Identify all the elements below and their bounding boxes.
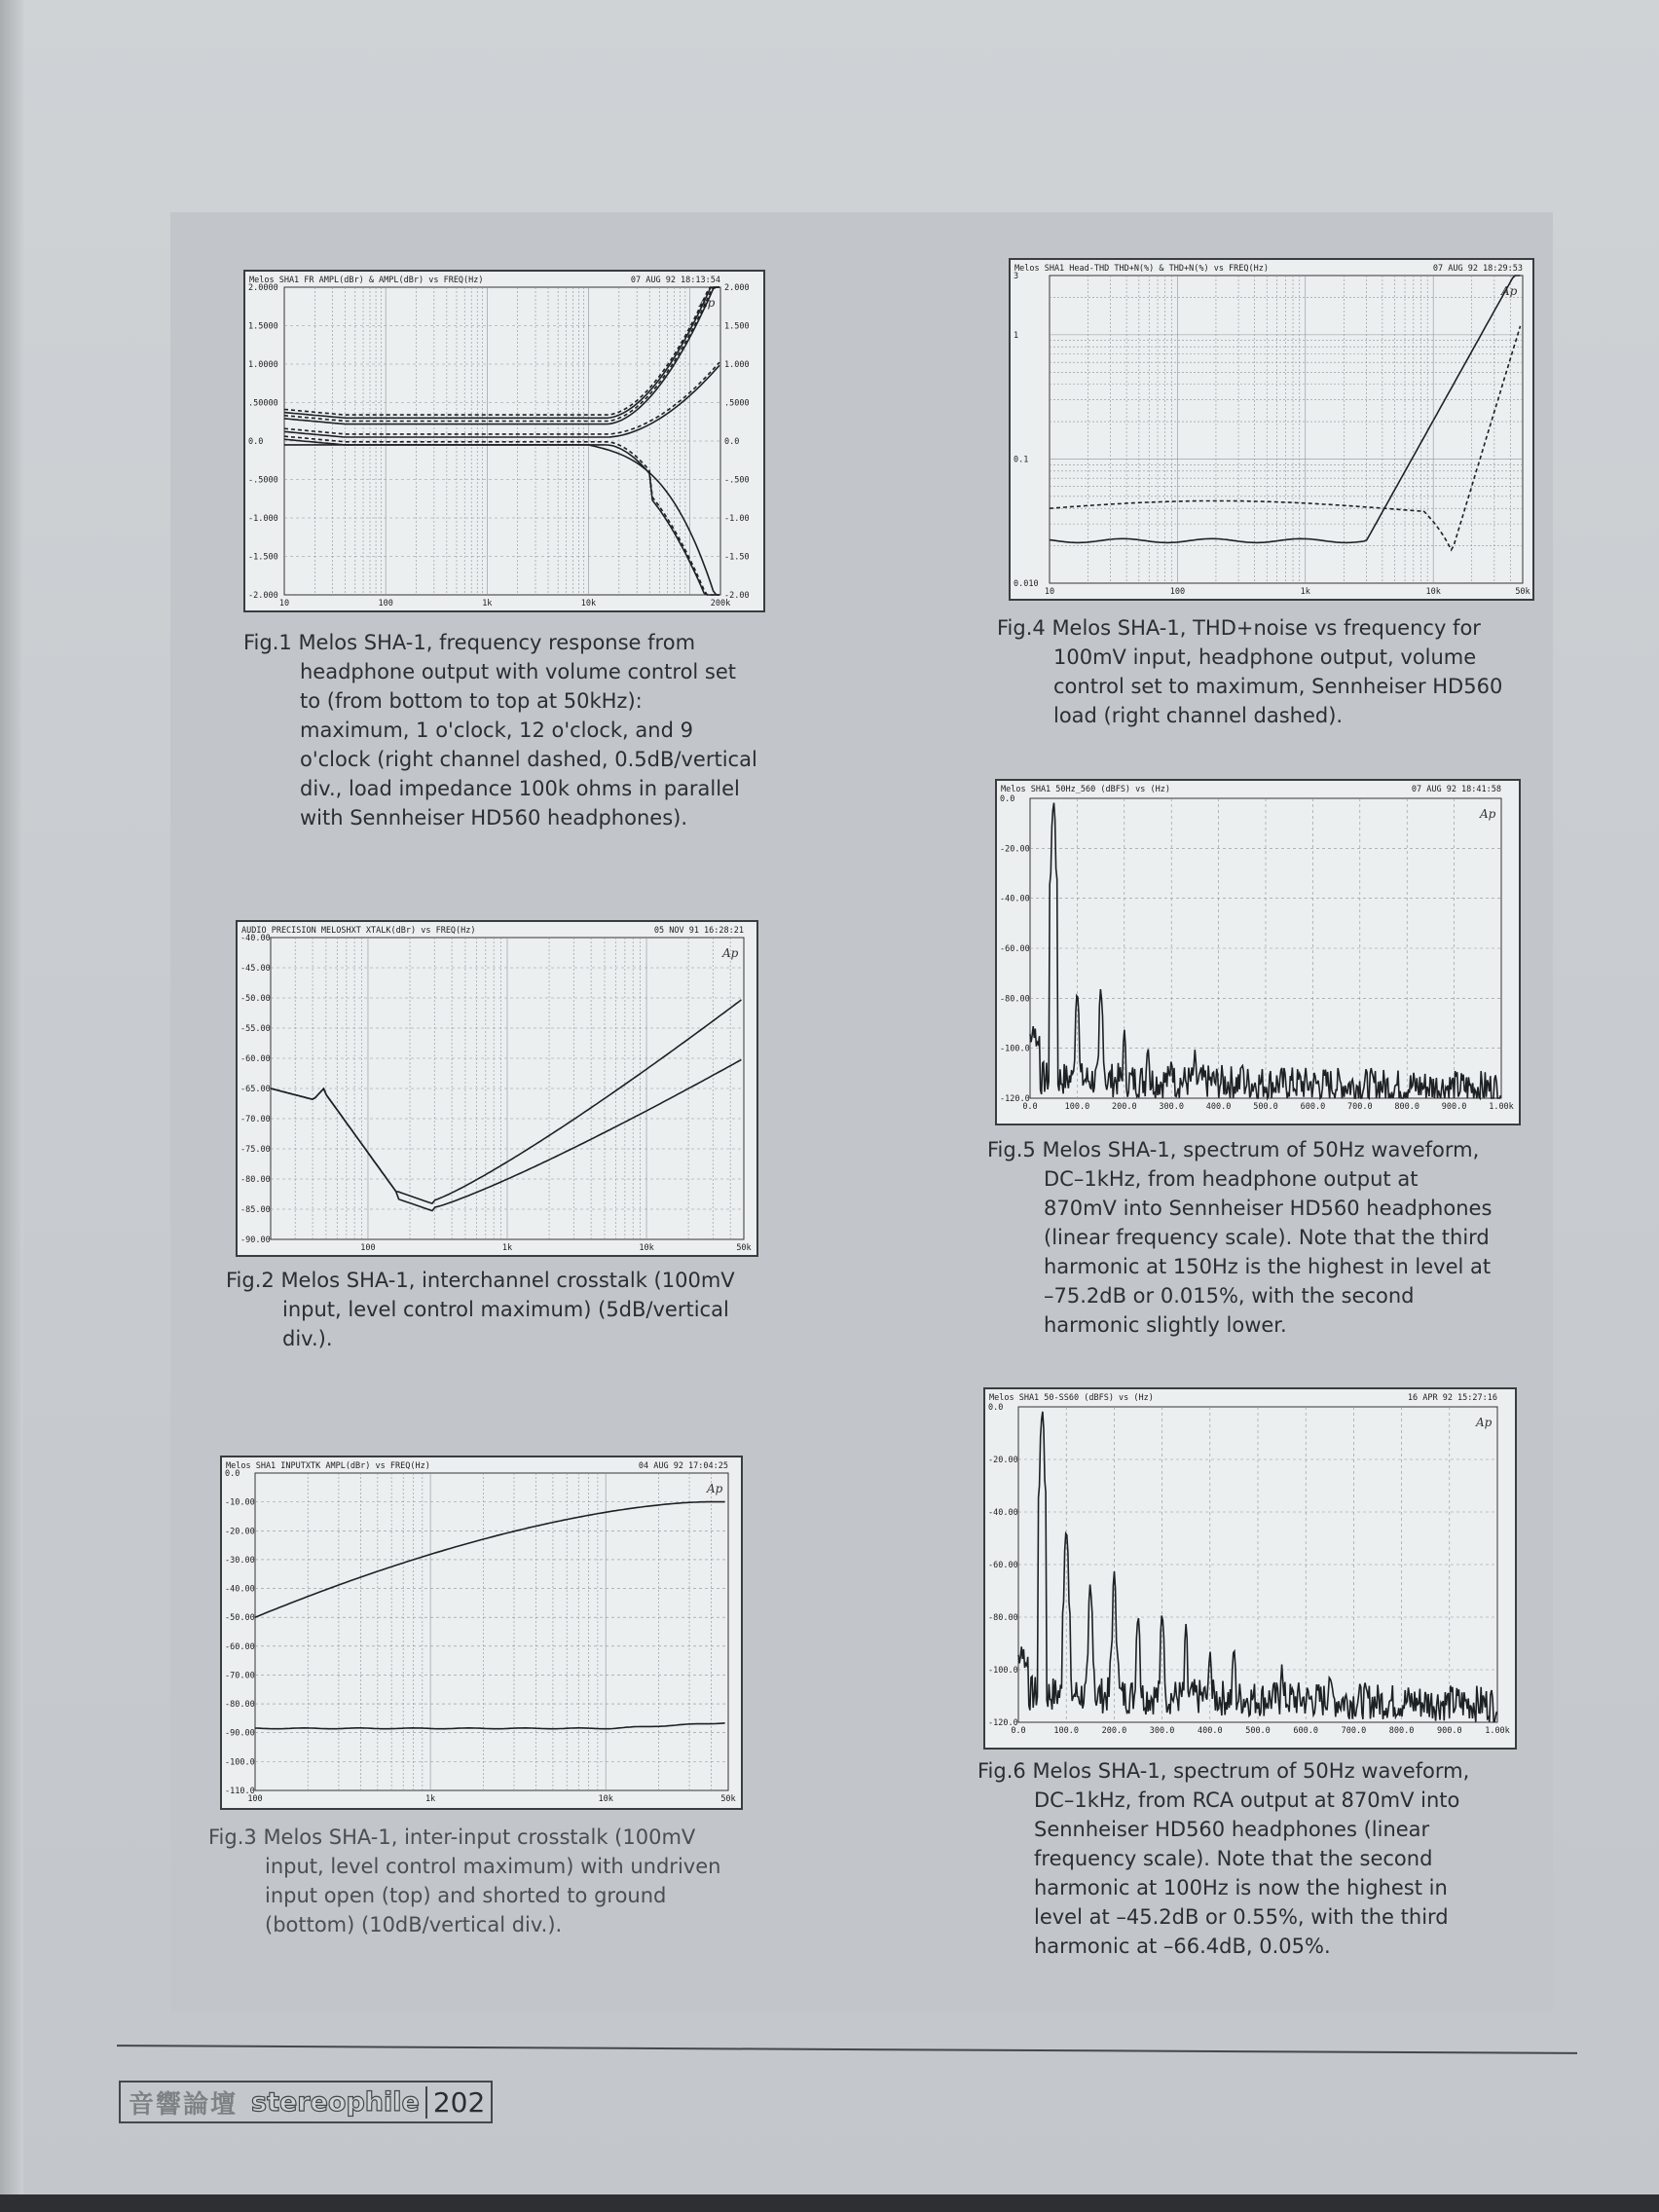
caption-line: 100mV input, headphone output, volume bbox=[1053, 645, 1477, 669]
caption-line: 870mV into Sennheiser HD560 headphones bbox=[1044, 1197, 1493, 1220]
caption-fig3 bbox=[208, 1823, 763, 1939]
page-edge-shadow bbox=[0, 0, 23, 2212]
y-tick-label: -50.00 bbox=[240, 994, 271, 1004]
x-tick-label: 1k bbox=[1300, 587, 1310, 597]
caption-line: input, level control maximum) (5dB/vertical bbox=[282, 1298, 729, 1321]
footer-rule bbox=[117, 2045, 1577, 2054]
crosstalk-trace bbox=[271, 1059, 741, 1210]
figure-number: Fig.3 bbox=[208, 1825, 264, 1849]
ap-logo: Ap bbox=[722, 946, 739, 960]
grid-horizontal bbox=[255, 1502, 728, 1762]
frequency-response-trace bbox=[284, 365, 719, 437]
caption-line: o'clock (right channel dashed, 0.5dB/vertical bbox=[300, 748, 757, 771]
caption-line: headphone output with volume control set bbox=[300, 660, 737, 683]
x-tick-label: 10k bbox=[639, 1243, 654, 1253]
y-tick-label: -60.00 bbox=[988, 1561, 1018, 1570]
fig5-plot bbox=[997, 781, 1519, 1124]
x-tick-label: 0.0 bbox=[1022, 1102, 1038, 1112]
x-tick-label: 1k bbox=[501, 1243, 513, 1253]
x-tick-label: 300.0 bbox=[1149, 1726, 1175, 1736]
y-tick-label: -40.00 bbox=[225, 1584, 255, 1595]
y-tick-label: 1 bbox=[1014, 330, 1019, 341]
fig4-plot bbox=[1011, 260, 1532, 599]
x-tick-label: 600.0 bbox=[1300, 1102, 1326, 1112]
figure-number: Fig.4 bbox=[997, 616, 1052, 640]
x-tick-label: 1k bbox=[424, 1794, 436, 1804]
y-tick-label: -40.00 bbox=[240, 934, 271, 943]
y-tick-label: -100.0 bbox=[225, 1757, 255, 1768]
y-tick-label: 0.0 bbox=[248, 437, 264, 447]
grid-horizontal bbox=[1030, 848, 1501, 1048]
caption-line: DC–1kHz, from headphone output at bbox=[1044, 1167, 1419, 1191]
figure-number: Fig.1 bbox=[243, 631, 299, 654]
frequency-response-trace bbox=[284, 287, 719, 418]
y-tick-label: 0.0 bbox=[1000, 794, 1015, 804]
caption-line: level at –45.2dB or 0.55%, with the third bbox=[1034, 1905, 1449, 1929]
y-tick-label: -80.00 bbox=[1000, 994, 1030, 1005]
caption-line: DC–1kHz, from RCA output at 870mV into bbox=[1034, 1788, 1460, 1812]
x-tick-label: 50k bbox=[736, 1243, 752, 1253]
frequency-response-trace bbox=[284, 287, 719, 415]
ap-logo: Ap bbox=[1480, 807, 1496, 821]
caption-line: frequency scale). Note that the second bbox=[1034, 1847, 1433, 1870]
caption-line: harmonic slightly lower. bbox=[1044, 1313, 1287, 1337]
caption-line: with Sennheiser HD560 headphones). bbox=[300, 806, 688, 830]
caption-line: load (right channel dashed). bbox=[1053, 704, 1344, 727]
caption-line: div., load impedance 100k ohms in parallel bbox=[300, 777, 740, 800]
caption-line: harmonic at –66.4dB, 0.05%. bbox=[1034, 1935, 1331, 1958]
grid-horizontal bbox=[1050, 297, 1523, 545]
y-tick-label: -20.00 bbox=[225, 1527, 255, 1537]
spectrum-trace bbox=[1030, 803, 1500, 1098]
chart-timestamp: 05 NOV 91 16:28:21 bbox=[653, 926, 744, 936]
x-tick-label: 100 bbox=[247, 1794, 263, 1804]
y-tick-label-right: -1.50 bbox=[724, 552, 750, 563]
caption-line: Melos SHA-1, spectrum of 50Hz waveform, bbox=[1042, 1138, 1480, 1161]
chart-fig4 bbox=[1009, 258, 1534, 601]
y-tick-label: -2.000 bbox=[248, 591, 278, 601]
y-tick-label: 3 bbox=[1014, 272, 1019, 281]
x-tick-label: 700.0 bbox=[1347, 1102, 1373, 1112]
chart-fig1 bbox=[243, 270, 765, 612]
chart-fig2 bbox=[236, 920, 758, 1257]
page-footer bbox=[119, 2081, 493, 2123]
shorted-input-trace bbox=[255, 1723, 725, 1729]
chart-timestamp: 07 AUG 92 18:29:53 bbox=[1432, 264, 1523, 274]
y-tick-label: -80.00 bbox=[988, 1613, 1018, 1623]
caption-line: control set to maximum, Sennheiser HD560 bbox=[1053, 675, 1503, 698]
caption-line: harmonic at 150Hz is the highest in level at bbox=[1044, 1255, 1492, 1278]
footer-brand: stereophile bbox=[251, 2086, 420, 2118]
thd-left-trace bbox=[1050, 276, 1521, 542]
y-tick-label: 0.1 bbox=[1014, 455, 1029, 465]
caption-line: –75.2dB or 0.015%, with the second bbox=[1044, 1284, 1415, 1308]
y-tick-label: -20.00 bbox=[1000, 844, 1030, 855]
y-tick-label: -30.00 bbox=[225, 1555, 255, 1566]
x-tick-label: 400.0 bbox=[1198, 1726, 1223, 1736]
caption-line: Melos SHA-1, spectrum of 50Hz waveform, bbox=[1032, 1759, 1470, 1783]
x-tick-label: 300.0 bbox=[1159, 1102, 1184, 1112]
chart-header: Melos SHA1 50Hz_560 (dBFS) vs (Hz) bbox=[1001, 785, 1170, 794]
chart-header: AUDIO PRECISION MELOSHXT XTALK(dBr) vs FREQ(Hz) bbox=[241, 926, 476, 936]
figure-number: Fig.5 bbox=[987, 1138, 1043, 1161]
ap-logo: Ap bbox=[707, 1482, 723, 1495]
caption-line: Melos SHA-1, frequency response from bbox=[298, 631, 696, 654]
fig1-plot bbox=[245, 272, 763, 610]
spectrum-trace bbox=[1018, 1412, 1496, 1722]
chart-fig6 bbox=[983, 1387, 1517, 1750]
caption-line: div.). bbox=[282, 1327, 333, 1350]
figure-number: Fig.2 bbox=[226, 1269, 281, 1292]
chart-header: Melos SHA1 Head-THD THD+N(%) & THD+N(%) vs FREQ(Hz) bbox=[1014, 264, 1269, 274]
x-tick-label: 800.0 bbox=[1388, 1726, 1415, 1736]
x-tick-label: 100 bbox=[360, 1243, 376, 1253]
caption-fig2 bbox=[226, 1266, 771, 1353]
chart-timestamp: 07 AUG 92 18:13:54 bbox=[630, 276, 720, 285]
x-tick-label: 50k bbox=[1515, 587, 1530, 597]
frequency-response-trace bbox=[284, 439, 719, 595]
caption-line: Sennheiser HD560 headphones (linear bbox=[1034, 1818, 1430, 1841]
frequency-response-trace bbox=[284, 287, 719, 422]
y-tick-label: -90.00 bbox=[225, 1728, 255, 1739]
y-tick-label: 0.0 bbox=[988, 1403, 1004, 1413]
y-tick-label: -20.00 bbox=[988, 1456, 1018, 1465]
y-tick-label: -75.00 bbox=[240, 1145, 271, 1155]
y-tick-label-right: 1.500 bbox=[724, 321, 750, 332]
caption-line: (linear frequency scale). Note that the third bbox=[1044, 1226, 1490, 1249]
fig2-plot bbox=[238, 922, 756, 1255]
x-tick-label: 10 bbox=[278, 599, 290, 608]
caption-line: Melos SHA-1, interchannel crosstalk (100mV bbox=[280, 1269, 735, 1292]
y-tick-label: -50.00 bbox=[225, 1613, 255, 1624]
thd-right-trace bbox=[1050, 326, 1521, 550]
x-tick-label: 100.0 bbox=[1064, 1102, 1090, 1112]
x-tick-label: 100.0 bbox=[1053, 1726, 1079, 1736]
plot-frame bbox=[1050, 276, 1523, 583]
y-tick-label: -1.500 bbox=[248, 552, 278, 563]
y-tick-label-right: -2.00 bbox=[724, 591, 750, 601]
caption-line: Melos SHA-1, THD+noise vs frequency for bbox=[1051, 616, 1481, 640]
chart-header: Melos SHA1 INPUTXTK AMPL(dBr) vs FREQ(Hz) bbox=[226, 1461, 430, 1471]
caption-line: (bottom) (10dB/vertical div.). bbox=[265, 1913, 563, 1936]
y-tick-label: -40.00 bbox=[1000, 894, 1030, 904]
x-tick-label: 100 bbox=[1169, 587, 1186, 597]
y-tick-label: -60.00 bbox=[225, 1641, 255, 1652]
y-tick-label: 1.5000 bbox=[248, 321, 278, 332]
x-tick-label: 700.0 bbox=[1341, 1726, 1367, 1736]
x-tick-label: 400.0 bbox=[1205, 1102, 1232, 1112]
crosstalk-trace bbox=[271, 1000, 741, 1203]
fig3-plot bbox=[222, 1457, 741, 1808]
y-tick-label: -80.00 bbox=[225, 1700, 255, 1711]
footer-chinese-title: 音響論壇 bbox=[129, 2089, 239, 2120]
y-tick-label: -70.00 bbox=[225, 1671, 255, 1681]
y-tick-label-right: -1.00 bbox=[724, 514, 750, 524]
caption-line: input open (top) and shorted to ground bbox=[265, 1884, 667, 1907]
frequency-response-trace bbox=[284, 287, 719, 424]
y-tick-label: -10.00 bbox=[225, 1497, 255, 1508]
chart-timestamp: 04 AUG 92 17:04:25 bbox=[638, 1461, 728, 1471]
y-tick-label: -.5000 bbox=[248, 475, 278, 486]
fig6-plot bbox=[985, 1389, 1515, 1748]
x-tick-label: 500.0 bbox=[1253, 1102, 1278, 1112]
y-tick-label: -85.00 bbox=[240, 1205, 271, 1215]
y-tick-label: -80.00 bbox=[240, 1175, 271, 1185]
ap-logo: Ap bbox=[1476, 1416, 1493, 1429]
y-tick-label: -1.000 bbox=[248, 514, 278, 524]
chart-fig3 bbox=[220, 1456, 743, 1810]
y-tick-label: -65.00 bbox=[240, 1085, 271, 1094]
y-tick-label: -120.0 bbox=[988, 1718, 1018, 1728]
x-tick-label: 10k bbox=[598, 1794, 613, 1804]
y-tick-label-right: .5000 bbox=[724, 398, 750, 409]
y-tick-label: .50000 bbox=[248, 398, 278, 409]
y-tick-label-right: 0.0 bbox=[724, 437, 740, 447]
y-tick-label: -55.00 bbox=[240, 1024, 271, 1034]
x-tick-label: 500.0 bbox=[1245, 1726, 1271, 1736]
y-tick-label: -120.0 bbox=[1000, 1094, 1030, 1104]
caption-line: maximum, 1 o'clock, 12 o'clock, and 9 bbox=[300, 719, 693, 742]
x-tick-label: 900.0 bbox=[1441, 1102, 1467, 1112]
x-tick-label: 200.0 bbox=[1101, 1726, 1127, 1736]
y-tick-label: -70.00 bbox=[240, 1115, 271, 1124]
page-number: 202 bbox=[425, 2086, 491, 2119]
x-tick-label: 10k bbox=[1425, 587, 1441, 597]
y-tick-label: -60.00 bbox=[1000, 944, 1030, 954]
y-tick-label: -110.0 bbox=[225, 1787, 255, 1796]
y-tick-label: -60.00 bbox=[240, 1054, 271, 1064]
y-tick-label: -40.00 bbox=[988, 1508, 1018, 1518]
caption-line: to (from bottom to top at 50kHz): bbox=[300, 689, 643, 713]
ap-logo: Ap bbox=[1501, 284, 1518, 298]
chart-timestamp: 16 APR 92 15:27:16 bbox=[1407, 1393, 1497, 1403]
chart-header: Melos SHA1 50-SS60 (dBFS) vs (Hz) bbox=[989, 1393, 1154, 1403]
chart-timestamp: 07 AUG 92 18:41:58 bbox=[1411, 785, 1501, 794]
y-tick-label: -100.0 bbox=[1000, 1044, 1030, 1054]
x-tick-label: 200.0 bbox=[1112, 1102, 1137, 1112]
caption-fig6 bbox=[977, 1756, 1552, 1961]
x-tick-label: 200k bbox=[710, 599, 731, 608]
x-tick-label: 1.00k bbox=[1485, 1726, 1510, 1736]
y-tick-label-right: 1.000 bbox=[724, 360, 750, 370]
x-tick-label: 10 bbox=[1044, 587, 1055, 597]
x-tick-label: 900.0 bbox=[1437, 1726, 1462, 1736]
x-tick-label: 10k bbox=[580, 599, 597, 608]
caption-fig4 bbox=[997, 613, 1562, 730]
x-tick-label: 100 bbox=[378, 599, 393, 608]
x-tick-label: 50k bbox=[720, 1794, 736, 1804]
y-tick-label: 2.0000 bbox=[248, 283, 278, 293]
y-tick-label: 0.010 bbox=[1014, 579, 1039, 589]
y-tick-label: -90.00 bbox=[240, 1235, 271, 1245]
caption-fig1 bbox=[243, 628, 789, 832]
chart-header: Melos SHA1 FR AMPL(dBr) & AMPL(dBr) vs FREQ(Hz) bbox=[249, 276, 484, 285]
grid-vertical bbox=[308, 1473, 711, 1790]
frequency-response-trace bbox=[284, 445, 719, 595]
grid-vertical bbox=[1088, 276, 1511, 583]
y-tick-label: -45.00 bbox=[240, 964, 271, 974]
x-tick-label: 1.00k bbox=[1489, 1102, 1514, 1112]
x-tick-label: 0.0 bbox=[1011, 1726, 1026, 1736]
figure-number: Fig.6 bbox=[977, 1759, 1033, 1783]
caption-line: Melos SHA-1, inter-input crosstalk (100mV bbox=[263, 1825, 696, 1849]
x-tick-label: 800.0 bbox=[1394, 1102, 1419, 1112]
y-tick-label: 1.0000 bbox=[248, 360, 278, 370]
y-tick-label-right: 2.000 bbox=[724, 283, 750, 293]
x-tick-label: 1k bbox=[482, 599, 493, 608]
caption-line: harmonic at 100Hz is now the highest in bbox=[1034, 1876, 1448, 1899]
caption-fig5 bbox=[987, 1135, 1552, 1340]
plot-frame bbox=[255, 1473, 728, 1790]
ap-logo: Ap bbox=[699, 296, 716, 310]
caption-line: input, level control maximum) with undriven bbox=[265, 1855, 721, 1878]
x-tick-label: 600.0 bbox=[1293, 1726, 1318, 1736]
y-tick-label: -100.0 bbox=[988, 1666, 1018, 1676]
page-bottom-edge bbox=[0, 2194, 1659, 2212]
frequency-response-trace bbox=[284, 436, 719, 595]
chart-fig5 bbox=[995, 779, 1521, 1125]
y-tick-label-right: -.500 bbox=[724, 475, 750, 486]
y-tick-label: 0.0 bbox=[225, 1469, 240, 1479]
